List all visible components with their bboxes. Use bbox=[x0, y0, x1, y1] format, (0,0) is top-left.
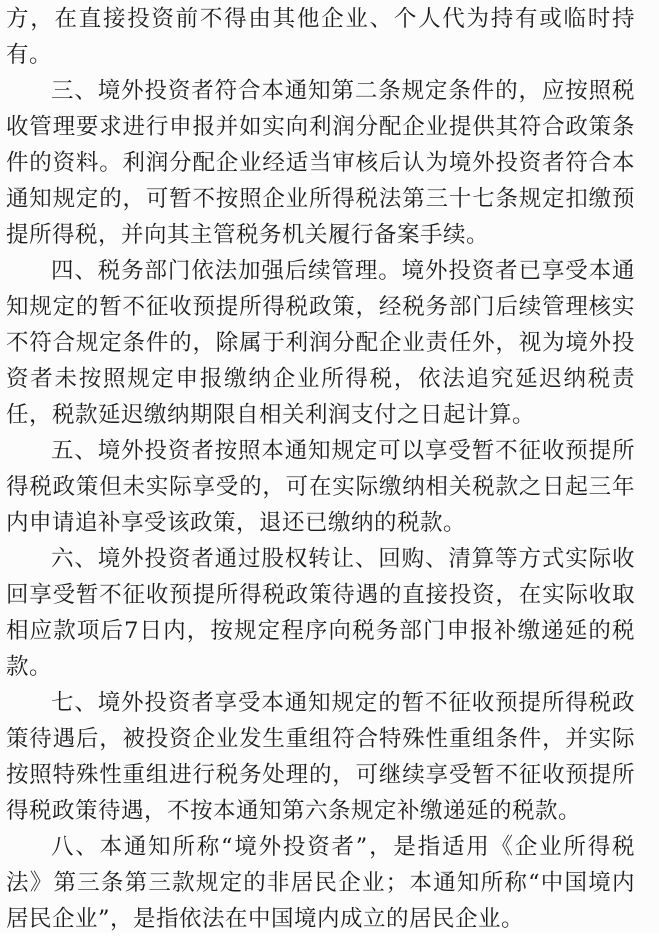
paragraph-article-5: 五、境外投资者按照本通知规定可以享受暂不征收预提所得税政策但未实际享受的，可在实际缴纳相关税款之日起三年内申请追补享受该政策，退还已缴纳的税款。 bbox=[6, 438, 635, 536]
paragraph-article-3: 三、境外投资者符合本通知第二条规定条件的，应按照税收管理要求进行申报并如实向利润分配企业提供其符合政策条件的资料。利润分配企业经适当审核后认为境外投资者符合本通知规定的，可暂不按照企业所得税法第三十七条规定扣缴预提所得税，并向其主管税务机关履行备案手续。 bbox=[6, 78, 635, 248]
paragraph-article-6: 六、境外投资者通过股权转让、回购、清算等方式实际收回享受暂不征收预提所得税政策待遇的直接投资，在实际收取相应款项后7日内，按规定程序向税务部门申报补缴递延的税款。 bbox=[6, 546, 635, 680]
paragraph-continuation: 方，在直接投资前不得由其他企业、个人代为持有或临时持有。 bbox=[6, 6, 635, 68]
paragraph-article-7: 七、境外投资者享受本通知规定的暂不征收预提所得税政策待遇后，被投资企业发生重组符合特殊性重组条件，并实际按照特殊性重组进行税务处理的，可继续享受暂不征收预提所得税政策待遇，不按本通知第六条规定补缴递延的税款。 bbox=[6, 690, 635, 824]
paragraph-article-4: 四、税务部门依法加强后续管理。境外投资者已享受本通知规定的暂不征收预提所得税政策，经税务部门后续管理核实不符合规定条件的，除属于利润分配企业责任外，视为境外投资者未按照规定申报缴纳企业所得税，依法追究延迟纳税责任，税款延迟缴纳期限自相关利润支付之日起计算。 bbox=[6, 258, 635, 428]
paragraph-article-8: 八、本通知所称“境外投资者”，是指适用《企业所得税法》第三条第三款规定的非居民企业；本通知所称“中国境内居民企业”，是指依法在中国境内成立的居民企业。 bbox=[6, 834, 635, 932]
